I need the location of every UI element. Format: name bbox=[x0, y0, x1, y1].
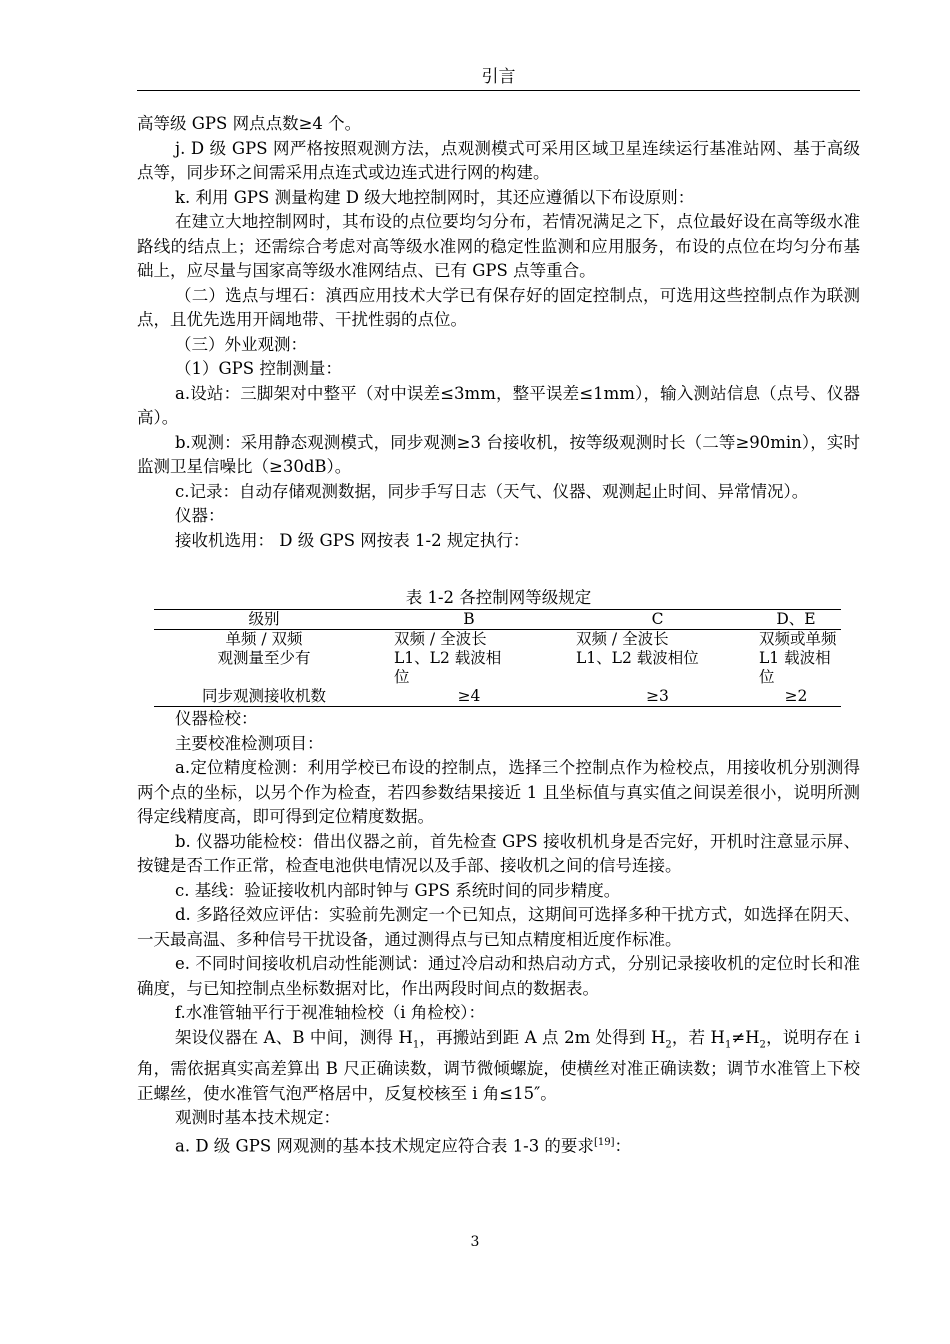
paragraph: 观测时基本技术规定： bbox=[175, 1108, 340, 1128]
paragraph: （1）GPS 控制测量： bbox=[175, 359, 342, 378]
paragraph: 接收机选用： D 级 GPS 网按表 1-2 规定执行： bbox=[175, 530, 530, 550]
paragraph: b.观测：采用静态观测模式，同步观测≥3 台接收机，按等级观测时长（二等≥90min），实时监测卫星信噪比（≥30dB）。 bbox=[137, 432, 860, 476]
table-row bbox=[154, 687, 841, 707]
paragraphs-before-table bbox=[137, 112, 860, 553]
cell-c-frequency: 双频 / 全波长 L1、L2 载波相位 bbox=[576, 630, 699, 667]
table-caption: 表 1-2 各控制网等级规定 bbox=[405, 588, 592, 607]
paragraph: d. 多路径效应评估：实验前先测定一个已知点，这期间可选择多种干扰方式，如选择在阴天、一天最高温、多种信号干扰设备，通过测得点与已知点精度相近度作标准。 bbox=[137, 905, 860, 949]
table-header-row bbox=[154, 610, 841, 630]
paragraph: 仪器检校： bbox=[175, 709, 258, 728]
citation-link: [19] bbox=[593, 1136, 615, 1148]
paragraph: （三）外业观测： bbox=[175, 334, 307, 354]
page-header bbox=[137, 64, 860, 91]
cell-de-receivers: ≥2 bbox=[784, 687, 808, 705]
paragraph: 主要校准检测项目： bbox=[175, 733, 324, 753]
paragraph: f.水准管轴平行于视准轴检校（i 角检校）： bbox=[175, 1003, 486, 1022]
paragraph-i-angle: 架设仪器在 A、B 中间，测得 $H_1$，再搬站到距 A 点 2m 处得到 $H_2$，若 $H_1\ne H_2$，说明存在 i 角，需依据真实高差算出 B 尺正确读数，调节微倾螺旋，使横丝对准正确读数；调节水准管上下校正螺丝，使水准管气泡严格居中，反复校核至 i 角≤15″。 bbox=[137, 1027, 860, 1103]
header-title: 引言 bbox=[481, 67, 516, 87]
paragraph: b. 仪器功能检校：借出仪器之前，首先检查 GPS 接收机机身是否完好，开机时注意显示屏、按键是否工作正常，检查电池供电情况以及手部、接收机之间的信号连接。 bbox=[137, 831, 860, 875]
paragraph: c. 基线：验证接收机内部时钟与 GPS 系统时间的同步精度。 bbox=[175, 880, 621, 900]
cell-de-frequency: 双频或单频 L1 载波相位 bbox=[759, 630, 837, 686]
row-label-frequency: 单频 / 双频 观测量至少有 bbox=[217, 630, 311, 667]
paragraph: 在建立大地控制网时，其布设的点位要均匀分布，若情况满足之下，点位最好设在高等级水准路线的结点上；还需综合考虑对高等级水准网的稳定性监测和应用服务，布设的点位在均匀分布基础上，应尽量与国家高等级水准网结点、已有 GPS 点等重合。 bbox=[137, 212, 860, 280]
cell-b-receivers: ≥4 bbox=[457, 687, 481, 705]
page-number: 3 bbox=[470, 1234, 480, 1250]
paragraph: 高等级 GPS 网点点数≥4 个。 bbox=[137, 114, 362, 133]
paragraph: （二）选点与埋石：滇西应用技术大学已有保存好的固定控制点，可选用这些控制点作为联测点，且优先选用开阔地带、干扰性弱的点位。 bbox=[137, 285, 860, 329]
paragraph: j. D 级 GPS 网严格按照观测方法，点观测模式可采用区域卫星连续运行基准站网、基于高级点等，同步环之间需采用点连式或边连式进行网的构建。 bbox=[137, 138, 860, 182]
header-grade: 级别 bbox=[154, 610, 374, 630]
page-content bbox=[137, 112, 860, 1159]
cell-b-frequency: 双频 / 全波长 L1、L2 载波相 位 bbox=[394, 630, 502, 686]
header-c: C bbox=[564, 610, 751, 630]
header-de: D、E bbox=[751, 610, 841, 630]
row-label-receivers: 同步观测接收机数 bbox=[201, 687, 326, 705]
paragraph-reference: a. D 级 GPS 网观测的基本技术规定应符合表 1-3 的要求[19]： bbox=[175, 1136, 631, 1156]
paragraph: c.记录：自动存储观测数据，同步手写日志（天气、仪器、观测起止时间、异常情况）。 bbox=[175, 481, 809, 501]
header-b: B bbox=[374, 610, 564, 630]
paragraph: a.设站：三脚架对中整平（对中误差≤3mm，整平误差≤1mm），输入测站信息（点号、仪器高）。 bbox=[137, 383, 860, 427]
cell-c-receivers: ≥3 bbox=[646, 687, 669, 705]
paragraph: e. 不同时间接收机启动性能测试：通过冷启动和热启动方式，分别记录接收机的定位时长和准确度，与已知控制点坐标数据对比，作出两段时间点的数据表。 bbox=[137, 954, 860, 998]
paragraph: a.定位精度检测：利用学校已布设的控制点，选择三个控制点作为检校点，用接收机分别测得两个点的坐标，以另个作为检查，若四参数结果接近 1 且坐标值与真实值之间误差很小，说明所测得定线精度高，即可得到定位精度数据。 bbox=[137, 758, 860, 826]
paragraph: k. 利用 GPS 测量构建 D 级大地控制网时，其还应遵循以下布设原则： bbox=[175, 187, 695, 207]
control-network-grade-table bbox=[154, 609, 841, 707]
table-row bbox=[154, 630, 841, 688]
paragraph: 仪器： bbox=[175, 506, 225, 525]
